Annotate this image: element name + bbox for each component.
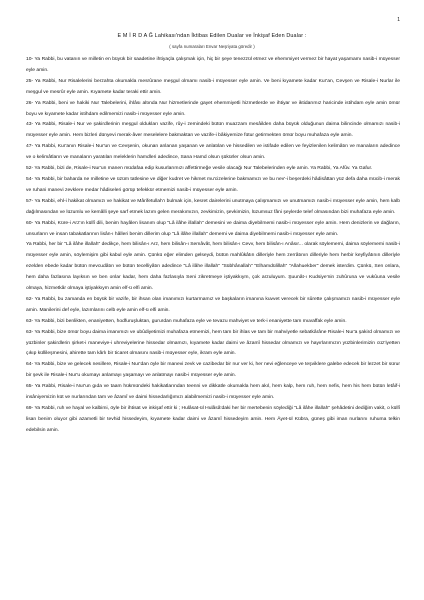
prayer-paragraph: 54- Ya Rabbi, bir baharda ne milletine ve üzüm tatlesine ve diğer kudret ve hikmet mu'cizelerine bakmamızı ve bu nev'-i beşerdeki hâdisâttan yüz defa daha mücib-i merak ve ruhani manevi zevklere medar hâdiseleri görüp tefekkür etmemizi nasib-i müyesser eyle amin. xyxy=(26,176,400,193)
prayer-paragraph: 52- Ya Rabbi, bizi de, Risale-i Nur'un manen müdafaa edip kusurlarımızı affettirmeğe vesile olacağı Nur Talebelerinden eyle amin. Ya Rabbi, Ya Afûv. Ya Gafur. xyxy=(26,166,373,172)
prayer-paragraph: 65- Ya Rabbi, Risale-i Nur'un gıda ve taam hükmündeki hakikatlarından teenni ve dikkatle okumakla hem akıl, hem kalp, hem ruh, hem nefis, hem his hem bütün letâif-i insâniyemizin küt ve nurlarından tam ve âzamî ve daimi hissedarlığımızı alabilmemizi nasib-i müyesser eyle amin. xyxy=(26,384,400,401)
prayer-paragraph: 60- Ya Rabbi, Küre-i Arz'ın küllî dili, benim hayâlen lisanım olup "Lâ ilâhe illallah" demesini ve daima diyebilmemi nasib-i müyesser eyle amin. Hem denizlerin ve dağların, unsurların ve insan tabakatlarının lisân-ı hâlleri benim dillerim olup "Lâ ilâhe illallah" dememi ve daima diyebilmemi nasib-i müyesser eyle amin. xyxy=(26,220,400,237)
prayer-paragraph: 69- Ya Rabbi, ruh ve hayal ve kalbimi, öyle bir ihtisat ve inkişaf ettir ki ; Hulâsat-ül Hulâsâ'daki her bir mertebenin söylediği "Lâ ilâhe illallah" şehâdetini dediğim vakit, o küllî lisan benim oluyor gibi azametli bir tevhid hissedeyim, kıyamete kadar daimi ve âzamî hissedeyim amin. Hem Âyet-ül Kübra, güneş gibi iman nurlarını ruhuma telkin edebilsin amin. xyxy=(26,406,400,433)
prayer-paragraph: 63- Ya Rabbi, bize ömür boyu daima imanımızı ve ubûdiyetimizi muhafaza etmemizi, hem tam bir ihlas ve tam bir mahviyetle sebatkârâne Risale-i Nur'a şakird olmamızı ve yüzbinler şakirdlerin şirket-i maneviye-i uhreviyelerine hissedar olmamızı, kıyamete kadar daimi ve âzamî hissedar olmamızı ve hayırlarımızın yüzbinlerimizin cüz'iyetten çıkıp küllileşmesini, ahirette tam kârlı bir ticaret olmasını nasib-i müyesser eyle, ikram eyle amin. xyxy=(26,329,400,357)
page-number: 1 xyxy=(397,17,400,23)
prayer-paragraph: 25- Ya Rabbi, Nur Risalelerini berzahta okumakla mesrûrane meşgul olmamı nasib-i müyesser eyle amin. Ve beni kıyamete kadar Kur'an, Cevşen ve Risale-i Nurlar ile meşgul ve mesrûr eyle amin. Kıyamete kadar teraki ettir amin. xyxy=(26,78,400,95)
prayer-list xyxy=(26,55,400,594)
prayer-paragraph: 47- Ya Rabbi, Kur'anın Risale-i Nur'un ve Cevşenin, okunan anlanan yaşanan ve anlatılan ve hissedilen ve istifade edilen ve feyizlenilen kelimâtın ve manaların adedince ve o kelimâtların ve manaların yaratılan meleklerin hamdleri adedince, Sana Hamd olsun şükürler olsun amin. xyxy=(26,144,400,161)
prayer-paragraph: 57- Ya Rabbi, ehl-i hakikat olmamızı ve hakikat ve Mârifetullah'ı bulmak için, kesret dairelerini unutmaya çalışmamızı ve unutmamızı nasib-i müyesser eyle amin, hem kalb dağılmasından ve lüzumlu ve kemâlli şeye sarf etmek lazım gelen merakımızın, zevkimizin, şevkimizin, lüzumsuz fâni şeylerde telef olmasından bizi muhafaza eyle amin. xyxy=(26,198,400,215)
prayer-paragraph: 62- Ya Rabbi, bu zamanda en büyük bir vazife, bir ihsan olan imanımızı kurtarmamız ve başkaların imanına kuvvet verecek bir sûrette çalışmamızı nasib-i müyesser eyle amin. Manilerini def eyle, lazımlarını celb eyle amin elf-ü elfi amin. xyxy=(26,296,400,313)
prayer-paragraph: 63- Ya Rabbi, bizi benlikten, enaniyetten, hodfuruşluktan, gururdan muhafaza eyle ve tevazu mahviyet ve terk-i enaniyette tam muvaffak eyle amin. xyxy=(26,318,347,324)
prayer-paragraph: Ya Rabbi, her bir "Lâ ilâhe illallah" dedikçe, hem bilisân-ı Arz, hem bilisân-ı Semâvât, hem bilisân-ı Cevv, hem bilisân-ı Anâsır... olarak söylememi, daima söylememi nasib-i müyesser eyle amin, söylemişim gibi kabul eyle amin. Çünkü eğer elimden gelseydi, bütün mahlûkâtın dilleriyle hem zerrâtının dilleriyle hem herbir keyfiyâtının dilleriyle ezelden ebede kadar bütün mevcudâtın ve bütün tecelliyâtın adedince "Lâ ilâhe illallah" "Sübhânallah" "Elhamdülillah" "Allahuekber" demek isterdim. Çünkü, Sen onlara, hem daha fazlasına layıksın ve ben onlar kadar, hem daha fazlasıyla Seni zikretmeye iştiyakkıym, çok arzuluyum. Şuunât-ı Kudsiye'nin zuhûruna ve vukûuna vesile olmaya, hizmetkâr olmaya iştiyakkıym amin elf-ü elfi amin. xyxy=(26,242,400,292)
prayer-paragraph: 43- Ya Rabbi, Risale-i Nur ve şakirdlerinin meşgul oldukları vazife, rûy-i zemindeki bütün muazzam mesâilden daha büyük olduğunun daima bilincinde olmamızı nasib-i müyesser eyle amin. Hem bizleri dünyevi merak-âver meselelere bakmaktan ve vazife-i bâkiyemize fütur getirmekten ömür boyu muhafaza eyle amin. xyxy=(26,122,400,139)
prayer-paragraph: 64- Ya Rabbi, bize ve gelecek nesillere, Risale-i Nur'dan öyle bir manevi zevk ve cazibedar bir nur ver ki, her nevi eğlenceye ve teşviklere galebe edecek bir lezzet bir sürur bir şevk ile Risale-i Nur'u okumayı anlamayı yaşamayı ve anlatmayı nasib-i müyesser eyle amin. xyxy=(26,362,400,379)
prayer-paragraph: 10- Ya Rabbi, bu vatanın ve milletin en büyük bir saadetine ihtiyaçla çalışmak için, hiç bir şeye tenezzül etmez ve ehemmiyet vermez bir hayat yaşamamı nasib-i müyesser eyle amin. xyxy=(26,57,400,73)
document-subtitle: ( sayfa numaraları Envar Neşriyata göredir ) xyxy=(169,44,255,49)
prayer-paragraph: 26- Ya Rabbi, beni ve hakiki Nur Talebelerini, ihlâsı altında Nur hizmetlerinde gayet ehemmiyetli hizmetlerde ve ihtiyar ve iktidarımız haricinde istihdam eyle amin ömür boyu ve kıyamete kadar istihdam edilmemizi nasib-i müyesser eyle amin. xyxy=(26,100,400,117)
document-title: E M İ R D A Ğ Lahikası'ndan İktibas Edilen Dualar ve İnkişaf Eden Dualar : xyxy=(117,33,307,39)
